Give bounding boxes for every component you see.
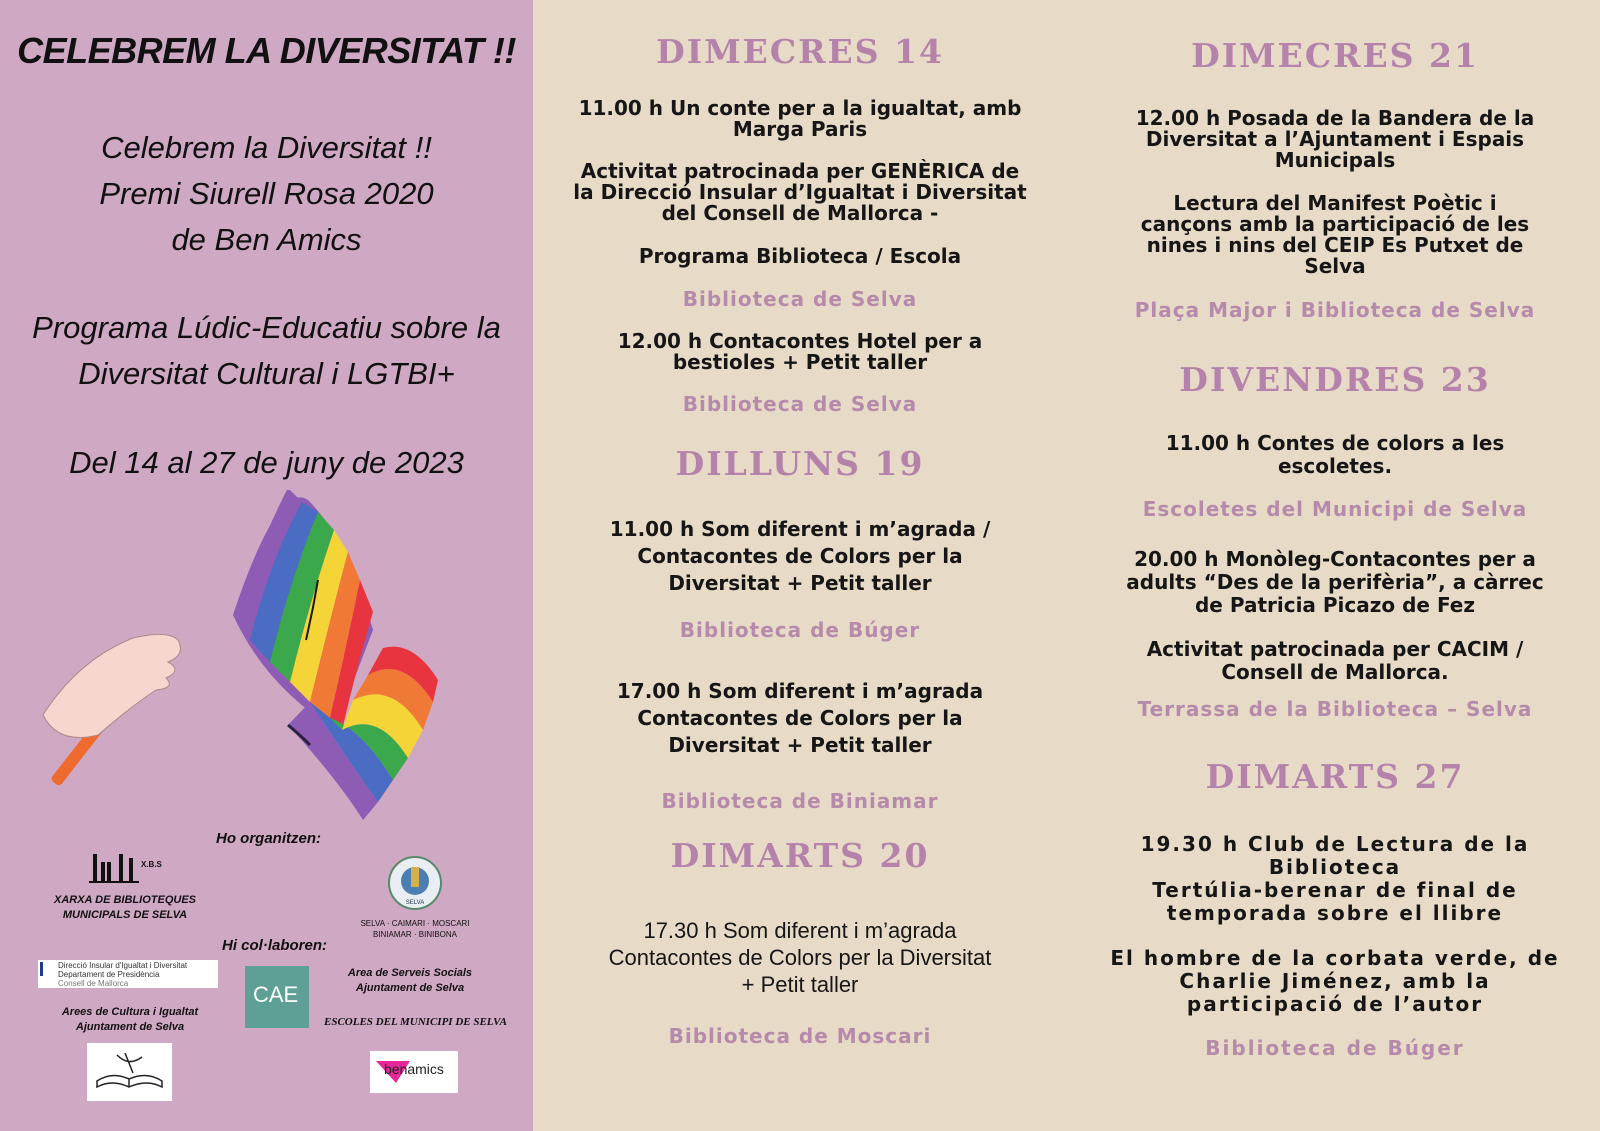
- event-line: 11.00 h Contes de colors a les: [1165, 431, 1505, 455]
- direccio-insular-logo: [38, 960, 218, 988]
- rainbow-flag-illustration: [38, 490, 458, 830]
- day-heading: DIMARTS 27: [1205, 757, 1465, 796]
- event-line: Tertúlia-berenar de final de: [1152, 878, 1518, 902]
- xarxa-logo-text: X.B.S: [141, 860, 162, 869]
- event-line: Diversitat + Petit taller: [668, 733, 932, 757]
- event-line: Diversitat + Petit taller: [668, 571, 932, 595]
- collaborators-label: Hi col·laboren:: [222, 937, 328, 954]
- selva-seal-text: SELVA: [405, 900, 425, 906]
- book-logo: [87, 1043, 172, 1101]
- xarxa-caption: [30, 893, 220, 923]
- caption-line: BINIAMAR · BINIBONA: [372, 930, 457, 939]
- event-text: [1090, 108, 1580, 171]
- event-text: [1090, 548, 1580, 617]
- day-heading: DIMECRES 14: [656, 32, 944, 71]
- subtitle-line: Premi Siurell Rosa 2020: [99, 176, 434, 211]
- caption-line: Arees de Cultura i Igualtat: [61, 1006, 199, 1018]
- event-text: [555, 161, 1045, 224]
- event-line: 12.00 h Contacontes Hotel per a: [617, 329, 983, 353]
- selva-caption: [345, 918, 485, 940]
- day-heading: DIMARTS 20: [670, 836, 930, 875]
- left-panel: [0, 0, 533, 1131]
- subtitle-line: Celebrem la Diversitat !!: [101, 130, 432, 165]
- event-text: [555, 516, 1045, 597]
- open-book-icon: [87, 1043, 172, 1101]
- event-location: Biblioteca de Selva: [682, 287, 918, 311]
- cacim-logo: [245, 966, 309, 1028]
- event-line: nines i nins del CEIP Es Putxet de: [1146, 233, 1524, 257]
- day-heading: DILLUNS 19: [675, 444, 925, 483]
- event-line: Activitat patrocinada per CACIM /: [1146, 637, 1524, 661]
- event-line: 11.00 h Som diferent i m’agrada /: [609, 517, 991, 541]
- event-line: escoletes.: [1277, 454, 1393, 478]
- event-line: participació de l’autor: [1186, 992, 1484, 1016]
- program-title: [0, 305, 533, 397]
- event-text: [1090, 432, 1580, 478]
- event-text: [1090, 833, 1580, 925]
- event-location: Biblioteca de Biniamar: [661, 789, 939, 813]
- event-line: de Patricia Picazo de Fez: [1194, 593, 1476, 617]
- escoles-caption: ESCOLES DEL MUNICIPI DE SELVA: [324, 1016, 507, 1028]
- event-text: Programa Biblioteca / Escola: [638, 244, 962, 268]
- event-text: [1090, 638, 1580, 684]
- event-line: Marga Paris: [732, 117, 868, 141]
- event-dates: Del 14 al 27 de juny de 2023: [69, 445, 464, 480]
- event-location: Biblioteca de Búger: [679, 618, 921, 642]
- xarxa-logo: [85, 848, 165, 888]
- event-line: cançons amb la participació de les: [1140, 212, 1530, 236]
- caption-line: MUNICIPALS DE SELVA: [62, 909, 188, 921]
- direccio-text: [58, 961, 187, 988]
- logo-text-line: Departament de Presidència: [58, 970, 160, 979]
- organizers-label: Ho organitzen:: [216, 830, 321, 847]
- event-line: Diversitat a l’Ajuntament i Espais: [1145, 127, 1525, 151]
- main-title: CELEBREM LA DIVERSITAT !!: [17, 30, 516, 71]
- program-line: Programa Lúdic-Educatiu sobre la: [32, 310, 501, 345]
- event-line: del Consell de Mallorca -: [661, 201, 939, 225]
- event-line: la Direcció Insular d’Igualtat i Diversitat: [573, 180, 1027, 204]
- serveis-caption: [335, 966, 485, 996]
- benamics-logo: [370, 1051, 458, 1093]
- event-location: Biblioteca de Moscari: [668, 1024, 932, 1048]
- rainbow-flag-icon: [38, 490, 458, 830]
- event-line: 17.30 h Som diferent i m’agrada: [643, 918, 957, 943]
- caption-line: XARXA DE BIBLIOTEQUES: [54, 894, 196, 906]
- event-line: 11.00 h Un conte per a la igualtat, amb: [578, 96, 1022, 120]
- event-line: adults “Des de la perifèria”, a càrrec: [1126, 570, 1544, 594]
- event-line: Contacontes de Colors per la: [637, 544, 963, 568]
- event-line: 20.00 h Monòleg-Contacontes per a: [1134, 547, 1536, 571]
- caption-line: SELVA · CAIMARI · MOSCARI: [360, 919, 470, 928]
- subtitle-line: de Ben Amics: [171, 222, 362, 257]
- event-location: Biblioteca de Selva: [682, 392, 918, 416]
- event-line: Biblioteca: [1268, 855, 1402, 879]
- event-line: 19.30 h Club de Lectura de la: [1140, 832, 1530, 856]
- event-location: Escoletes del Municipi de Selva: [1142, 497, 1528, 521]
- event-text: [555, 98, 1045, 140]
- event-line: Lectura del Manifest Poètic i: [1173, 191, 1497, 215]
- event-line: El hombre de la corbata verde, de: [1110, 946, 1560, 970]
- subtitle-block: [0, 125, 533, 263]
- selva-seal-logo: [385, 855, 445, 911]
- logo-text-line: Consell de Mallorca: [58, 979, 129, 988]
- event-text: [555, 331, 1045, 373]
- event-location: Plaça Major i Biblioteca de Selva: [1134, 298, 1536, 322]
- caption-line: Ajuntament de Selva: [75, 1021, 185, 1033]
- event-line: Selva: [1304, 254, 1366, 278]
- event-line: Contacontes de Colors per la Diversitat: [608, 945, 992, 970]
- caption-line: Area de Serveis Socials: [347, 967, 473, 979]
- program-line: Diversitat Cultural i LGTBI+: [78, 356, 455, 391]
- cultura-caption: [40, 1005, 220, 1035]
- day-heading: DIVENDRES 23: [1179, 360, 1491, 399]
- logo-text-line: Direcció Insular d'Igualtat i Diversitat: [58, 961, 188, 970]
- caption-line: Ajuntament de Selva: [355, 982, 465, 994]
- event-line: Contacontes de Colors per la: [637, 706, 963, 730]
- event-text: [1090, 947, 1580, 1016]
- event-line: Charlie Jiménez, amb la: [1179, 969, 1491, 993]
- direccio-mark-icon: [40, 962, 43, 976]
- cacim-logo-text: CAE: [253, 982, 299, 1007]
- event-line: 17.00 h Som diferent i m’agrada: [616, 679, 984, 703]
- event-location: Terrassa de la Biblioteca – Selva: [1137, 697, 1533, 721]
- event-line: 12.00 h Posada de la Bandera de la: [1135, 106, 1535, 130]
- event-line: Consell de Mallorca.: [1221, 660, 1449, 684]
- event-line: Municipals: [1274, 148, 1396, 172]
- day-heading: DIMECRES 21: [1191, 36, 1479, 75]
- event-location: Biblioteca de Búger: [1205, 1036, 1465, 1060]
- event-line: + Petit taller: [741, 972, 859, 997]
- benamics-logo-text: benamics: [384, 1061, 444, 1077]
- event-text: [1090, 193, 1580, 277]
- event-line: Activitat patrocinada per GENÈRICA de: [580, 159, 1020, 183]
- event-line: temporada sobre el llibre: [1166, 901, 1504, 925]
- event-line: bestioles + Petit taller: [672, 350, 928, 374]
- event-text: [555, 678, 1045, 759]
- event-text: [555, 917, 1045, 998]
